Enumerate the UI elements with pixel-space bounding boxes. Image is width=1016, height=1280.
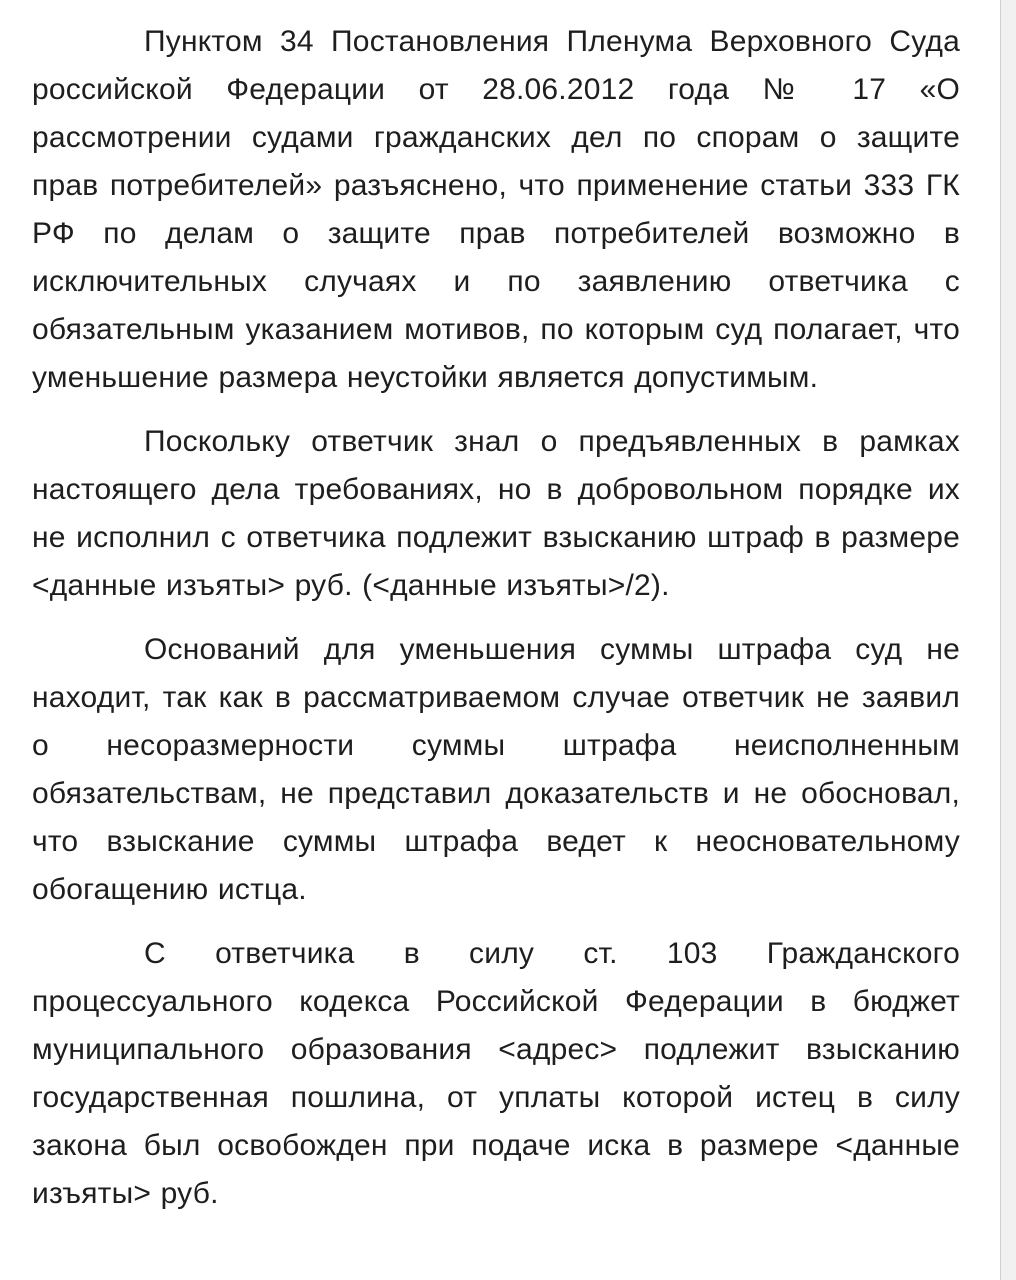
paragraph-article-333: Пунктом 34 Постановления Пленума Верховного Суда российской Федерации от 28.06.2012 года № 17 «О рассмотрении судами гражданских дел по спорам о защите прав потребителей» разъяснено, что применение статьи 333 ГК РФ по делам о защите прав потребителей возможно в исключительных случаях и по заявлению ответчика с обязательным указанием мотивов, по которым суд полагает, что уменьшение размера неустойки является допустимым. <box>32 25 960 394</box>
paragraph-fine: Поскольку ответчик знал о предъявленных в рамках настоящего дела требованиях, но в добровольном порядке их не исполнил с ответчика подлежит взысканию штраф в размере <данные изъяты> руб. (<данные изъяты>/2). <box>32 425 960 602</box>
paragraph-state-duty: С ответчика в силу ст. 103 Гражданского процессуального кодекса Российской Федерации в бюджет муниципального образования <адрес> подлежит взысканию государственная пошлина, от уплаты которой истец в силу закона был освобожден при подаче иска в размере <данные изъяты> руб. <box>32 937 960 1210</box>
rail-divider <box>1000 0 1001 1280</box>
scroll-rail[interactable] <box>1000 0 1016 1280</box>
document-body <box>32 18 960 1234</box>
paragraph-no-reduction: Оснований для уменьшения суммы штрафа суд не находит, так как в рассматриваемом случае ответчик не заявил о несоразмерности суммы штрафа неисполненным обязательствам, не представил доказательств и не обосновал, что взыскание суммы штрафа ведет к неосновательному обогащению истца. <box>32 633 960 906</box>
